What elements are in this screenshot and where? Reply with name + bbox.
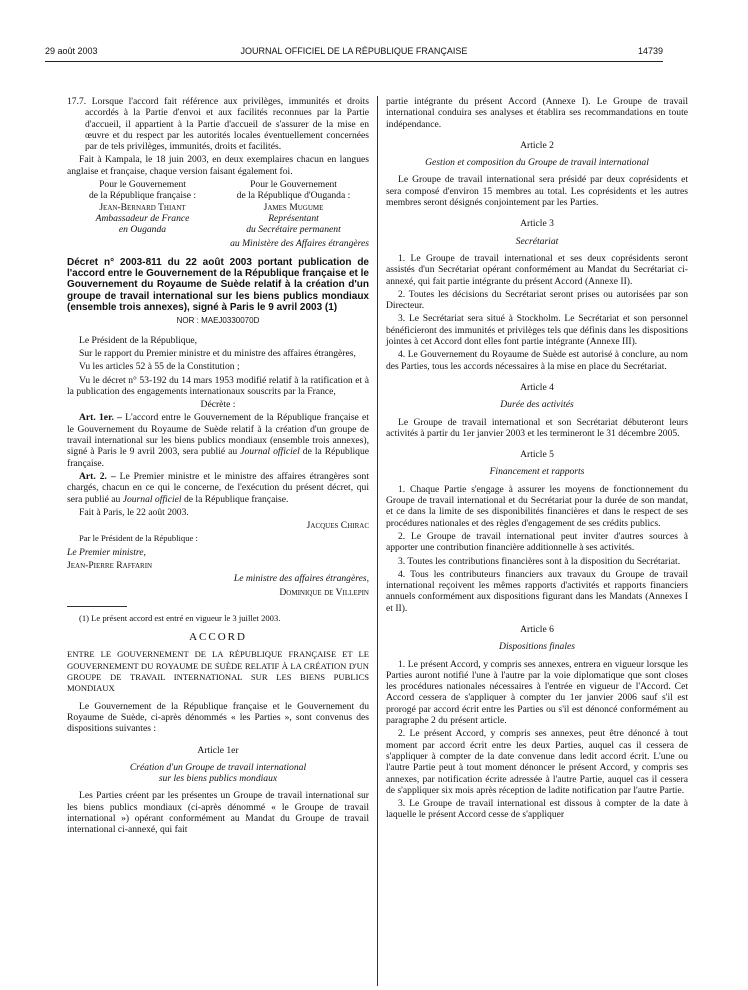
article-4-heading: Article 4 (520, 381, 554, 393)
column-divider (377, 96, 378, 986)
article-2-text: Le Groupe de travail international sera présidé par deux coprésidents et sera composé d'environ 15 membres au total. Les coprésidents et les autres membres seront désignés conjointement par les Parties. (386, 174, 688, 209)
president-line: Le Président de la République, (79, 334, 198, 346)
header-rule (45, 61, 663, 62)
signatures-kampala (67, 179, 369, 235)
article-4-subtitle: Durée des activités (500, 399, 574, 411)
footnote: (1) Le présent accord est entré en vigueur le 3 juillet 2003. (79, 612, 281, 623)
article-6-p1: 1. Le présent Accord, y compris ses annexes, entrera en vigueur lorsque les Parties auront notifié l'une à l'autre par la voie diplomatique que sont closes les procédures nationales nécessaires à l'entrée en vigueur de l'Accord. Cet Accord cessera de s'appliquer à compter du 1er janvier 2006 sauf s'il est prorogé par accord écrit entre les Parties ou s'il est dénoncé conformément au paragraphe 2 du présent article. (386, 658, 688, 727)
left-column (67, 96, 369, 838)
fait-paris: Fait à Paris, le 22 août 2003. (79, 506, 189, 518)
decret-title: Décret n° 2003-811 du 22 août 2003 portant publication de l'accord entre le Gouvernement de la République française et le Gouvernement du Royaume de Suède relatif à la création d'un groupe de travail international sur les biens publics mondiaux (ensemble trois annexes), signé à Paris le 9 avril 2003 (1) (67, 256, 369, 314)
header-date: 29 août 2003 (45, 46, 98, 56)
article-6-p2: 2. Le présent Accord, y compris ses annexes, peut être dénoncé à tout moment par accord écrit entre les deux Parties, auquel cas il cessera de s'appliquer à compter de la date convenue dans ledit accord écrit. L'une ou l'autre Partie peut à tout moment dénoncer le présent Accord, y compris ses annexes, par notification écrite adressée à l'autre Partie, auquel cas il cessera de s'appliquer six mois après réception de ladite notification par l'autre Partie. (386, 728, 688, 796)
minister-name: Dominique de Villepin (279, 586, 369, 598)
parties-paragraph: Le Gouvernement de la République française et le Gouvernement du Royaume de Suède, ci-après dénommés « les Parties », sont convenus des dispositions suivantes : (67, 700, 369, 735)
pm-name: Jean-Pierre Raffarin (67, 559, 153, 571)
article-3-p3: 3. Le Secrétariat sera situé à Stockholm. Le Secrétariat et son personnel bénéficieront des immunités et privilèges tels que définis dans les dispositions jointes à cet Accord dont elles font partie intégrante (Annexe III). (386, 313, 688, 348)
article-label: Art. 1er. – (79, 412, 122, 424)
signatory-name: James Mugume (263, 201, 324, 213)
continuation-text: partie intégrante du présent Accord (Annexe I). Le Groupe de travail international conduira ses analyses et établira ses recommandations en toute indépendance. (386, 96, 688, 130)
article-3-p2: 2. Toutes les décisions du Secrétariat seront prises ou autorisées par son Directeur. (386, 288, 688, 312)
article-2-subtitle: Gestion et composition du Groupe de travail international (425, 157, 649, 169)
article-5-p2: 2. Le Groupe de travail international peut inviter d'autres sources à apporter une contribution financière additionnelle à ses activités. (386, 530, 688, 554)
article-6-p3: 3. Le Groupe de travail international est dissous à compter de la date à laquelle le présent Accord cesse de s'appliquer (386, 798, 688, 821)
fait-kampala: Fait à Kampala, le 18 juin 2003, en deux exemplaires chacun en langues anglaise et française, chaque version faisant également foi. (67, 154, 369, 177)
signature-france (67, 179, 218, 235)
signature-label: Pour le Gouvernement (99, 179, 186, 191)
page-header (45, 40, 663, 58)
article-text: de la République française. (181, 493, 289, 505)
journal-officiel-ref: Journal officiel (122, 493, 182, 505)
signatory-chirac: Jacques Chirac (306, 520, 369, 532)
nor-reference: NOR : MAEJ0330070D (176, 316, 260, 326)
vu-constitution: Vu les articles 52 à 55 de la Constitution ; (79, 361, 240, 373)
article-6-subtitle: Dispositions finales (499, 641, 575, 653)
minister-title: Le ministre des affaires étrangères, (233, 573, 369, 585)
signature-label: de la République française : (88, 190, 197, 202)
article-3-p1: 1. Le Groupe de travail international et ses deux coprésidents seront assistés d'un Secrétariat opérant conformément au Mandat du Secrétariat ci-annexé, qui fait partie intégrante du présent Accord (Annexe II). (386, 252, 688, 287)
signatory-name: Jean-Bernard Thiant (99, 201, 186, 213)
signature-label: de la République d'Ouganda : (236, 190, 351, 202)
signatory-title: en Ouganda (118, 224, 167, 236)
article-3-heading: Article 3 (520, 218, 554, 230)
rapport-line: Sur le rapport du Premier ministre et du ministre des affaires étrangères, (79, 347, 356, 359)
right-column (386, 96, 688, 823)
article-text: de la République française. (67, 446, 370, 469)
subtitle-line: sur les biens publics mondiaux (158, 773, 278, 785)
article-6-heading: Article 6 (520, 623, 554, 635)
article-1-decret (67, 412, 369, 468)
vu-decret: Vu le décret n° 53-192 du 14 mars 1953 modifié relatif à la ratification et à la publication des engagements internationaux souscrits par la France, (67, 374, 369, 397)
signatory-title: Ambassadeur de France (95, 212, 190, 224)
article-2-heading: Article 2 (520, 139, 554, 151)
article-5-heading: Article 5 (520, 449, 554, 461)
article-4-text: Le Groupe de travail international et son Secrétariat débuteront leurs activités à partir du 1er janvier 2003 et les termineront le 31 décembre 2005. (386, 416, 688, 439)
signature-label: Pour le Gouvernement (250, 179, 337, 191)
article-5-p3: 3. Toutes les contributions financières sont à la disposition du Secrétariat. (398, 555, 681, 567)
article-2-decret (67, 471, 369, 505)
article-5-p4: 4. Tous les contributeurs financiers aux travaux du Groupe de travail international reçoivent les mêmes rapports d'activités et rapports financiers annuels conformément aux dispositions figurant dans les Mandats (Annexes I et II). (386, 568, 688, 614)
accord-title: ACCORD (189, 631, 247, 644)
article-3-subtitle: Secrétariat (515, 235, 559, 247)
header-page-number: 14739 (637, 46, 663, 56)
header-journal-title: JOURNAL OFFICIEL DE LA RÉPUBLIQUE FRANÇAISE (240, 46, 468, 56)
article-1-text: Les Parties créent par les présentes un Groupe de travail international sur les biens publics mondiaux (ci-après dénommé « le Groupe de travail international ») opérant conformément au Mandat du Groupe de travail international ci-annexé, qui fait (67, 790, 369, 836)
article-3-p4: 4. Le Gouvernement du Royaume de Suède est autorisé à conclure, au nom des Parties, tous les accords nécessaires à la mise en place du Secrétariat. (386, 349, 688, 372)
accord-subtitle: ENTRE LE GOUVERNEMENT DE LA RÉPUBLIQUE FRANÇAISE ET LE GOUVERNEMENT DU ROYAUME DE SUÈDE RELATIF À LA CRÉATION D'UN GROUPE DE TRAVAIL INTERNATIONAL SUR LES BIENS PUBLICS MONDIAUX (67, 649, 369, 694)
pm-title: Le Premier ministre, (67, 546, 146, 558)
signatory-title: Représentant (268, 212, 319, 224)
article-1-heading: Article 1er (197, 744, 239, 756)
paragraph-17-7: 17.7. Lorsque l'accord fait référence aux privilèges, immunités et droits accordés à la Partie d'envoi et aux facilités reconnues par la Partie d'accueil, il appartient à la Partie d'accueil de s'assurer de la mise en œuvre et du respect par les autorités locales éventuellement concernées par de tels privilèges, immunités, droits et facilités. (67, 96, 369, 153)
footnote-rule (67, 606, 127, 607)
article-label: Art. 2. – (79, 470, 116, 482)
journal-officiel-ref: Journal officiel (240, 446, 300, 458)
decrete-line: Décrète : (200, 399, 236, 411)
article-5-subtitle: Financement et rapports (489, 466, 585, 478)
article-text: Le Premier ministre et le ministre des affaires étrangères sont chargés, chacun en ce qui le concerne, de l'exécution du présent décret, qui sera publié au (67, 470, 370, 505)
article-text: L'accord entre le Gouvernement de la République française et le Gouvernement du Royaume de Suède relatif à la création d'un groupe de travail international sur les biens publics mondiaux (ensemble trois annexes), signé à Paris le 9 avril 2003, sera publié au (67, 412, 369, 458)
par-president: Par le Président de la République : (79, 533, 198, 544)
signatory-title: au Ministère des Affaires étrangères (230, 237, 369, 249)
article-5-p1: 1. Chaque Partie s'engage à assurer les moyens de fonctionnement du Groupe de travail international et du Secrétariat pour la durée de son mandat, et ce dans la limite de ses disponibilités financières et dans le respect de ses procédures nationales et des règles d'engagement de ses crédits publics. (386, 483, 688, 529)
subtitle-line: Création d'un Groupe de travail international (129, 761, 307, 773)
signature-ouganda (218, 179, 369, 235)
article-1-subtitle (67, 762, 369, 785)
signatory-title: du Secrétaire permanent (246, 224, 341, 236)
